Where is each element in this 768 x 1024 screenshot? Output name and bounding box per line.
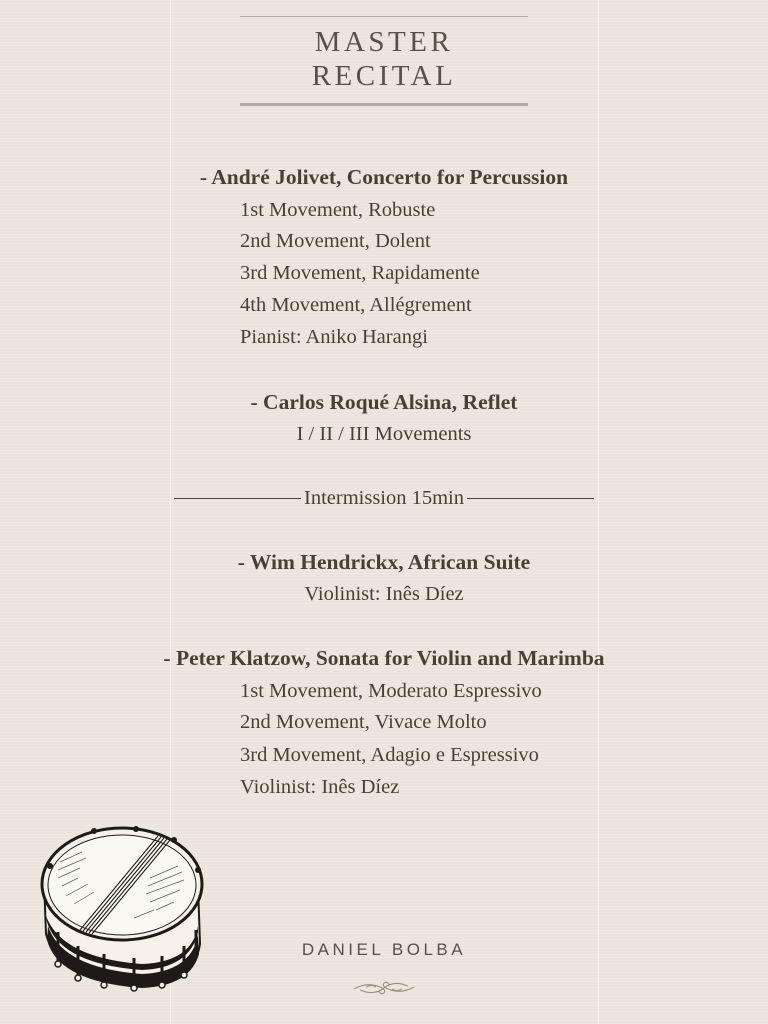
piece-1-line: Pianist: Aniko Harangi (240, 326, 428, 348)
intermission-rule-right (467, 498, 594, 499)
intermission-rule-left (174, 498, 301, 499)
title-rule-top (240, 16, 528, 17)
title-line-2: RECITAL (311, 60, 457, 92)
title-rule-bottom (240, 103, 528, 106)
piece-3-line: Violinist: Inês Díez (304, 583, 464, 605)
piece-1-heading: - André Jolivet, Concerto for Percussion (199, 165, 569, 189)
piece-1-line: 3rd Movement, Rapidamente (240, 262, 480, 284)
piece-3-heading: - Wim Hendrickx, African Suite (237, 550, 531, 574)
piece-1-line: 4th Movement, Allégrement (240, 294, 472, 316)
piece-1-line: 1st Movement, Robuste (240, 199, 436, 221)
margin-line-right (598, 0, 599, 1024)
title-line-1: MASTER (314, 26, 454, 58)
piece-4-line: 3rd Movement, Adagio e Espressivo (240, 744, 539, 766)
intermission-divider (174, 485, 594, 511)
piece-1-line: 2nd Movement, Dolent (240, 230, 431, 252)
piece-4-heading: - Peter Klatzow, Sonata for Violin and Marimba (163, 646, 605, 670)
performer-name: DANIEL BOLBA (301, 940, 467, 959)
flourish-ornament-icon (352, 976, 416, 1000)
intermission-label: Intermission 15min (304, 486, 465, 509)
snare-drum-icon (38, 822, 208, 992)
piece-4-line: 2nd Movement, Vivace Molto (240, 711, 487, 733)
piece-4-line: 1st Movement, Moderato Espressivo (240, 680, 542, 702)
piece-2-line: I / II / III Movements (296, 423, 472, 445)
piece-2-heading: - Carlos Roqué Alsina, Reflet (250, 390, 518, 414)
piece-4-line: Violinist: Inês Díez (240, 776, 400, 798)
